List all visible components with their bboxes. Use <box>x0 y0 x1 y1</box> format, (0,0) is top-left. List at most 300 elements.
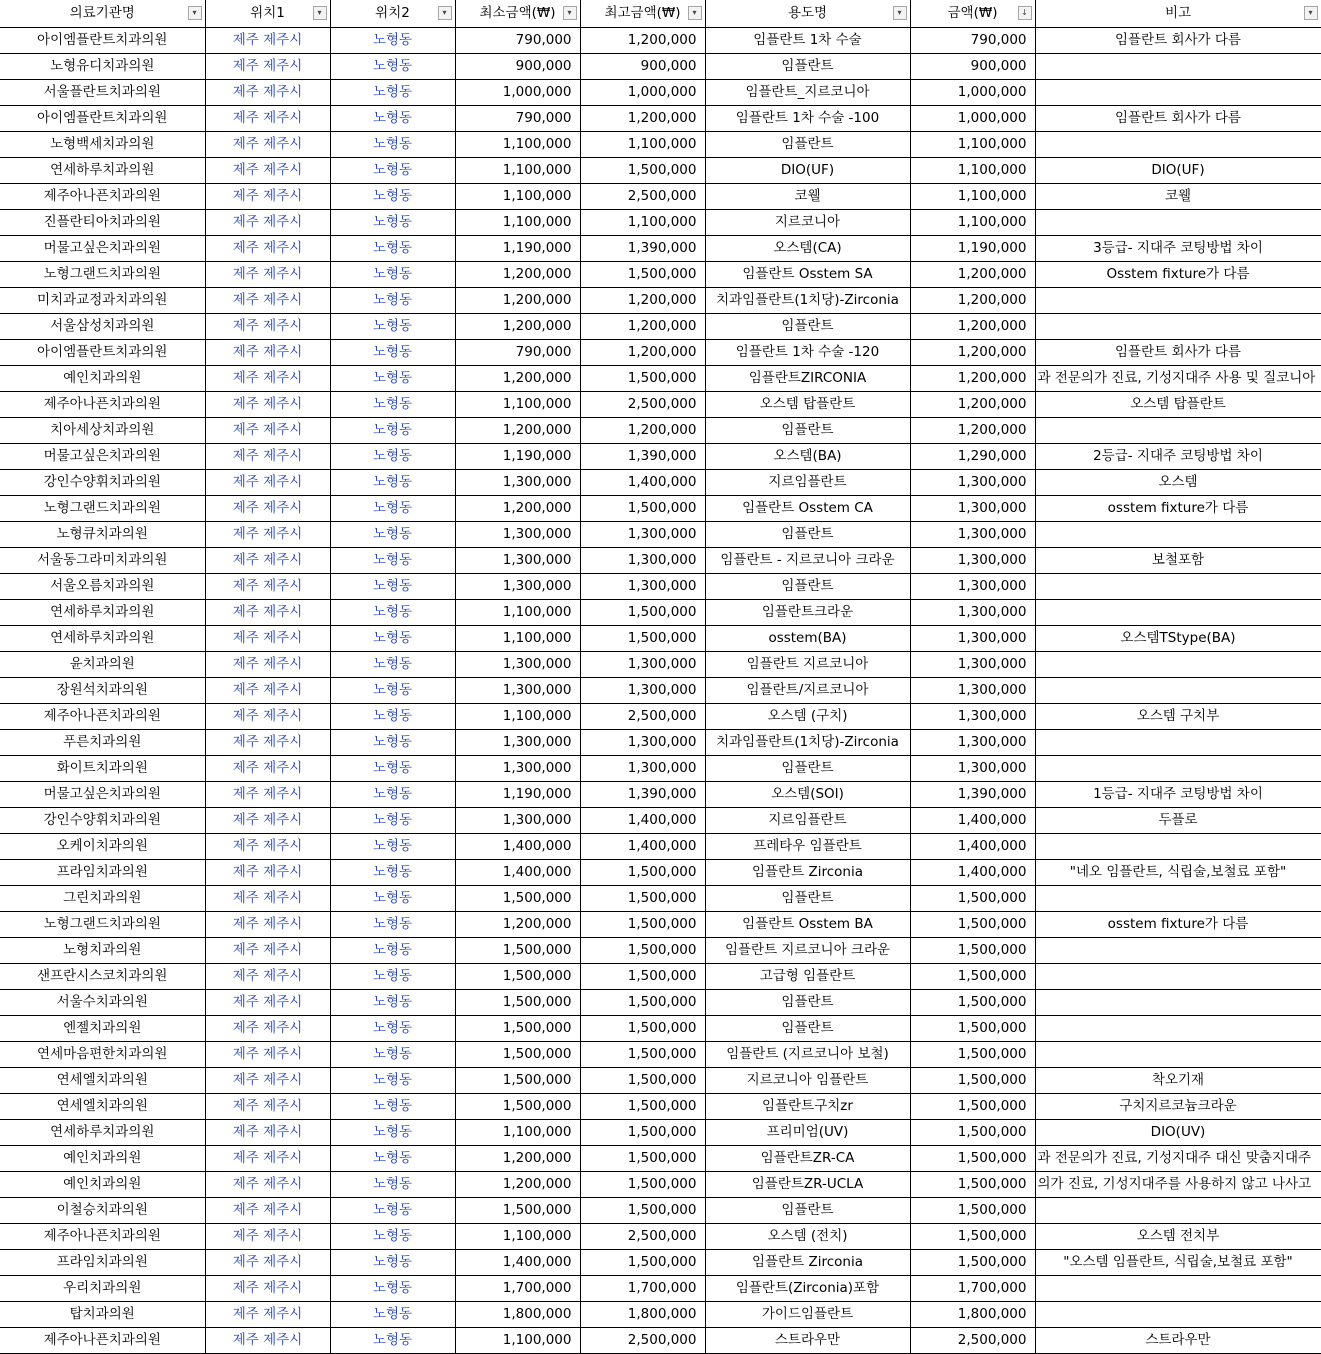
cell-usage[interactable]: 임플란트(Zirconia)포함 <box>705 1276 910 1302</box>
cell-usage[interactable]: 임플란트_지르코니아 <box>705 80 910 106</box>
cell-usage[interactable]: 임플란트 <box>705 756 910 782</box>
cell-min-price[interactable]: 1,500,000 <box>455 964 580 990</box>
cell-max-price[interactable]: 1,200,000 <box>580 106 705 132</box>
cell-min-price[interactable]: 1,190,000 <box>455 782 580 808</box>
cell-min-price[interactable]: 1,300,000 <box>455 808 580 834</box>
cell-price[interactable]: 900,000 <box>910 54 1035 80</box>
cell-min-price[interactable]: 1,500,000 <box>455 886 580 912</box>
cell-institution[interactable]: 노형큐치과의원 <box>0 522 205 548</box>
cell-location2[interactable]: 노형동 <box>330 158 455 184</box>
cell-price[interactable]: 1,500,000 <box>910 1172 1035 1198</box>
cell-max-price[interactable]: 1,100,000 <box>580 132 705 158</box>
cell-max-price[interactable]: 1,500,000 <box>580 964 705 990</box>
cell-location2[interactable]: 노형동 <box>330 1172 455 1198</box>
cell-price[interactable]: 1,200,000 <box>910 262 1035 288</box>
cell-location2[interactable]: 노형동 <box>330 600 455 626</box>
cell-min-price[interactable]: 1,200,000 <box>455 1172 580 1198</box>
cell-max-price[interactable]: 1,500,000 <box>580 912 705 938</box>
cell-max-price[interactable]: 1,500,000 <box>580 990 705 1016</box>
cell-min-price[interactable]: 1,200,000 <box>455 418 580 444</box>
cell-location1[interactable]: 제주 제주시 <box>205 288 330 314</box>
cell-institution[interactable]: 노형그랜드치과의원 <box>0 262 205 288</box>
cell-max-price[interactable]: 2,500,000 <box>580 1224 705 1250</box>
cell-usage[interactable]: 지르코니아 임플란트 <box>705 1068 910 1094</box>
cell-usage[interactable]: 임플란트ZR-UCLA <box>705 1172 910 1198</box>
cell-location1[interactable]: 제주 제주시 <box>205 1250 330 1276</box>
cell-max-price[interactable]: 1,300,000 <box>580 678 705 704</box>
cell-usage[interactable]: 오스템 탑플란트 <box>705 392 910 418</box>
cell-min-price[interactable]: 1,300,000 <box>455 678 580 704</box>
cell-min-price[interactable]: 1,300,000 <box>455 522 580 548</box>
cell-note[interactable] <box>1035 288 1321 314</box>
cell-location1[interactable]: 제주 제주시 <box>205 938 330 964</box>
cell-max-price[interactable]: 1,800,000 <box>580 1302 705 1328</box>
cell-location2[interactable]: 노형동 <box>330 366 455 392</box>
cell-price[interactable]: 1,200,000 <box>910 288 1035 314</box>
cell-location1[interactable]: 제주 제주시 <box>205 1094 330 1120</box>
cell-location2[interactable]: 노형동 <box>330 730 455 756</box>
cell-institution[interactable]: 아이엠플란트치과의원 <box>0 28 205 54</box>
cell-usage[interactable]: 고급형 임플란트 <box>705 964 910 990</box>
cell-max-price[interactable]: 1,500,000 <box>580 938 705 964</box>
cell-location1[interactable]: 제주 제주시 <box>205 1172 330 1198</box>
cell-location2[interactable]: 노형동 <box>330 1120 455 1146</box>
cell-min-price[interactable]: 1,300,000 <box>455 756 580 782</box>
cell-location1[interactable]: 제주 제주시 <box>205 132 330 158</box>
cell-price[interactable]: 1,500,000 <box>910 912 1035 938</box>
cell-institution[interactable]: 예인치과의원 <box>0 1146 205 1172</box>
cell-max-price[interactable]: 1,000,000 <box>580 80 705 106</box>
cell-usage[interactable]: 임플란트 Osstem BA <box>705 912 910 938</box>
cell-location1[interactable]: 제주 제주시 <box>205 704 330 730</box>
cell-location1[interactable]: 제주 제주시 <box>205 1302 330 1328</box>
cell-max-price[interactable]: 1,500,000 <box>580 496 705 522</box>
cell-note[interactable]: DIO(UV) <box>1035 1120 1321 1146</box>
cell-location1[interactable]: 제주 제주시 <box>205 1146 330 1172</box>
cell-min-price[interactable]: 1,300,000 <box>455 548 580 574</box>
cell-max-price[interactable]: 1,200,000 <box>580 314 705 340</box>
cell-note[interactable]: Osstem fixture가 다름 <box>1035 262 1321 288</box>
cell-institution[interactable]: 서울오름치과의원 <box>0 574 205 600</box>
cell-price[interactable]: 1,400,000 <box>910 834 1035 860</box>
cell-usage[interactable]: 스트라우만 <box>705 1328 910 1354</box>
cell-price[interactable]: 1,300,000 <box>910 652 1035 678</box>
cell-usage[interactable]: 임플란트 - 지르코니아 크라운 <box>705 548 910 574</box>
cell-price[interactable]: 1,500,000 <box>910 886 1035 912</box>
cell-institution[interactable]: 연세하루치과의원 <box>0 158 205 184</box>
cell-institution[interactable]: 서울동그라미치과의원 <box>0 548 205 574</box>
cell-max-price[interactable]: 1,500,000 <box>580 1120 705 1146</box>
cell-max-price[interactable]: 1,300,000 <box>580 574 705 600</box>
cell-institution[interactable]: 노형그랜드치과의원 <box>0 912 205 938</box>
cell-usage[interactable]: 치과임플란트(1치당)-Zirconia <box>705 730 910 756</box>
cell-location2[interactable]: 노형동 <box>330 990 455 1016</box>
cell-min-price[interactable]: 1,500,000 <box>455 938 580 964</box>
cell-institution[interactable]: 연세마음편한치과의원 <box>0 1042 205 1068</box>
cell-min-price[interactable]: 1,500,000 <box>455 1094 580 1120</box>
cell-max-price[interactable]: 1,500,000 <box>580 1250 705 1276</box>
cell-location1[interactable]: 제주 제주시 <box>205 106 330 132</box>
cell-max-price[interactable]: 1,390,000 <box>580 236 705 262</box>
cell-location1[interactable]: 제주 제주시 <box>205 210 330 236</box>
cell-usage[interactable]: 치과임플란트(1치당)-Zirconia <box>705 288 910 314</box>
cell-min-price[interactable]: 1,500,000 <box>455 1198 580 1224</box>
filter-dropdown-icon[interactable]: ▾ <box>188 6 202 20</box>
cell-price[interactable]: 1,200,000 <box>910 314 1035 340</box>
cell-min-price[interactable]: 1,200,000 <box>455 262 580 288</box>
cell-max-price[interactable]: 1,500,000 <box>580 366 705 392</box>
cell-price[interactable]: 1,200,000 <box>910 392 1035 418</box>
cell-max-price[interactable]: 1,700,000 <box>580 1276 705 1302</box>
cell-price[interactable]: 1,000,000 <box>910 80 1035 106</box>
cell-price[interactable]: 1,290,000 <box>910 444 1035 470</box>
cell-note[interactable] <box>1035 574 1321 600</box>
cell-location2[interactable]: 노형동 <box>330 262 455 288</box>
cell-institution[interactable]: 연세하루치과의원 <box>0 1120 205 1146</box>
cell-usage[interactable]: 지르임플란트 <box>705 808 910 834</box>
cell-location2[interactable]: 노형동 <box>330 808 455 834</box>
cell-usage[interactable]: 프레타우 임플란트 <box>705 834 910 860</box>
cell-note[interactable]: 보철포함 <box>1035 548 1321 574</box>
cell-usage[interactable]: osstem(BA) <box>705 626 910 652</box>
cell-max-price[interactable]: 1,500,000 <box>580 262 705 288</box>
cell-min-price[interactable]: 1,700,000 <box>455 1276 580 1302</box>
cell-note[interactable]: osstem fixture가 다름 <box>1035 912 1321 938</box>
cell-usage[interactable]: 임플란트 <box>705 886 910 912</box>
cell-location2[interactable]: 노형동 <box>330 834 455 860</box>
cell-location2[interactable]: 노형동 <box>330 522 455 548</box>
cell-price[interactable]: 1,300,000 <box>910 548 1035 574</box>
cell-note[interactable]: 두플로 <box>1035 808 1321 834</box>
cell-institution[interactable]: 서울삼성치과의원 <box>0 314 205 340</box>
cell-max-price[interactable]: 2,500,000 <box>580 392 705 418</box>
cell-location2[interactable]: 노형동 <box>330 1276 455 1302</box>
cell-price[interactable]: 1,300,000 <box>910 496 1035 522</box>
cell-min-price[interactable]: 1,500,000 <box>455 1042 580 1068</box>
cell-min-price[interactable]: 1,100,000 <box>455 210 580 236</box>
cell-location1[interactable]: 제주 제주시 <box>205 1224 330 1250</box>
cell-usage[interactable]: 오스템 (전치) <box>705 1224 910 1250</box>
cell-location1[interactable]: 제주 제주시 <box>205 860 330 886</box>
cell-location2[interactable]: 노형동 <box>330 704 455 730</box>
cell-institution[interactable]: 예인치과의원 <box>0 1172 205 1198</box>
cell-location1[interactable]: 제주 제주시 <box>205 1068 330 1094</box>
cell-max-price[interactable]: 1,200,000 <box>580 28 705 54</box>
cell-note[interactable] <box>1035 54 1321 80</box>
cell-max-price[interactable]: 1,400,000 <box>580 808 705 834</box>
cell-location2[interactable]: 노형동 <box>330 938 455 964</box>
cell-price[interactable]: 1,300,000 <box>910 678 1035 704</box>
cell-note[interactable] <box>1035 756 1321 782</box>
cell-location2[interactable]: 노형동 <box>330 314 455 340</box>
cell-min-price[interactable]: 790,000 <box>455 28 580 54</box>
cell-min-price[interactable]: 1,000,000 <box>455 80 580 106</box>
cell-institution[interactable]: 제주아나픈치과의원 <box>0 392 205 418</box>
cell-usage[interactable]: 임플란트 Zirconia <box>705 860 910 886</box>
cell-institution[interactable]: 서울플란트치과의원 <box>0 80 205 106</box>
cell-price[interactable]: 1,500,000 <box>910 1094 1035 1120</box>
filter-dropdown-icon[interactable]: ▾ <box>563 6 577 20</box>
cell-institution[interactable]: 연세하루치과의원 <box>0 600 205 626</box>
cell-min-price[interactable]: 1,200,000 <box>455 496 580 522</box>
filter-dropdown-icon[interactable]: ▾ <box>893 6 907 20</box>
cell-institution[interactable]: 그린치과의원 <box>0 886 205 912</box>
cell-usage[interactable]: 오스템(SOI) <box>705 782 910 808</box>
cell-location1[interactable]: 제주 제주시 <box>205 574 330 600</box>
cell-min-price[interactable]: 1,200,000 <box>455 314 580 340</box>
cell-max-price[interactable]: 1,390,000 <box>580 444 705 470</box>
cell-price[interactable]: 1,500,000 <box>910 1146 1035 1172</box>
cell-min-price[interactable]: 790,000 <box>455 106 580 132</box>
cell-max-price[interactable]: 1,500,000 <box>580 1146 705 1172</box>
cell-usage[interactable]: 임플란트 <box>705 54 910 80</box>
cell-usage[interactable]: 임플란트 1차 수술 -100 <box>705 106 910 132</box>
cell-note[interactable] <box>1035 1016 1321 1042</box>
cell-note[interactable]: "네오 임플란트, 식립술,보철료 포함" <box>1035 860 1321 886</box>
cell-usage[interactable]: 임플란트ZIRCONIA <box>705 366 910 392</box>
cell-usage[interactable]: 오스템(CA) <box>705 236 910 262</box>
cell-note[interactable]: 2등급- 지대주 코팅방법 차이 <box>1035 444 1321 470</box>
cell-max-price[interactable]: 2,500,000 <box>580 704 705 730</box>
cell-price[interactable]: 1,200,000 <box>910 418 1035 444</box>
cell-location1[interactable]: 제주 제주시 <box>205 1276 330 1302</box>
cell-note[interactable] <box>1035 1302 1321 1328</box>
cell-location1[interactable]: 제주 제주시 <box>205 1198 330 1224</box>
cell-location2[interactable]: 노형동 <box>330 860 455 886</box>
cell-institution[interactable]: 푸른치과의원 <box>0 730 205 756</box>
cell-location1[interactable]: 제주 제주시 <box>205 600 330 626</box>
cell-institution[interactable]: 우리치과의원 <box>0 1276 205 1302</box>
cell-note[interactable] <box>1035 210 1321 236</box>
cell-institution[interactable]: 아이엠플란트치과의원 <box>0 340 205 366</box>
cell-location2[interactable]: 노형동 <box>330 782 455 808</box>
cell-institution[interactable]: 윤치과의원 <box>0 652 205 678</box>
cell-price[interactable]: 1,500,000 <box>910 1198 1035 1224</box>
cell-institution[interactable]: 미치과교정과치과의원 <box>0 288 205 314</box>
cell-location1[interactable]: 제주 제주시 <box>205 1120 330 1146</box>
cell-price[interactable]: 1,500,000 <box>910 1068 1035 1094</box>
cell-min-price[interactable]: 1,300,000 <box>455 470 580 496</box>
cell-price[interactable]: 1,300,000 <box>910 756 1035 782</box>
cell-usage[interactable]: 임플란트 지르코니아 크라운 <box>705 938 910 964</box>
cell-usage[interactable]: 임플란트ZR-CA <box>705 1146 910 1172</box>
cell-location2[interactable]: 노형동 <box>330 912 455 938</box>
cell-location1[interactable]: 제주 제주시 <box>205 28 330 54</box>
cell-note[interactable]: 스트라우만 <box>1035 1328 1321 1354</box>
cell-min-price[interactable]: 1,100,000 <box>455 392 580 418</box>
cell-min-price[interactable]: 1,800,000 <box>455 1302 580 1328</box>
cell-location2[interactable]: 노형동 <box>330 1094 455 1120</box>
cell-location2[interactable]: 노형동 <box>330 1328 455 1354</box>
cell-location2[interactable]: 노형동 <box>330 1302 455 1328</box>
cell-price[interactable]: 2,500,000 <box>910 1328 1035 1354</box>
cell-price[interactable]: 1,300,000 <box>910 522 1035 548</box>
cell-institution[interactable]: 노형유디치과의원 <box>0 54 205 80</box>
cell-location1[interactable]: 제주 제주시 <box>205 964 330 990</box>
cell-location1[interactable]: 제주 제주시 <box>205 262 330 288</box>
cell-location1[interactable]: 제주 제주시 <box>205 444 330 470</box>
cell-location2[interactable]: 노형동 <box>330 184 455 210</box>
cell-note[interactable]: 오스템 <box>1035 470 1321 496</box>
cell-max-price[interactable]: 1,500,000 <box>580 158 705 184</box>
cell-location1[interactable]: 제주 제주시 <box>205 990 330 1016</box>
cell-note[interactable] <box>1035 418 1321 444</box>
cell-max-price[interactable]: 1,500,000 <box>580 1016 705 1042</box>
cell-max-price[interactable]: 1,500,000 <box>580 1172 705 1198</box>
cell-note[interactable]: 과 전문의가 진료, 기성지대주 대신 맞춤지대주 <box>1035 1146 1321 1172</box>
cell-max-price[interactable]: 1,200,000 <box>580 340 705 366</box>
cell-usage[interactable]: 임플란트 <box>705 1016 910 1042</box>
filter-dropdown-icon[interactable]: ▾ <box>688 6 702 20</box>
cell-institution[interactable]: 노형치과의원 <box>0 938 205 964</box>
cell-institution[interactable]: 화이트치과의원 <box>0 756 205 782</box>
cell-max-price[interactable]: 1,390,000 <box>580 782 705 808</box>
cell-max-price[interactable]: 1,200,000 <box>580 418 705 444</box>
cell-max-price[interactable]: 2,500,000 <box>580 184 705 210</box>
cell-usage[interactable]: 임플란트 <box>705 522 910 548</box>
cell-location2[interactable]: 노형동 <box>330 444 455 470</box>
cell-location1[interactable]: 제주 제주시 <box>205 730 330 756</box>
cell-note[interactable]: "오스템 임플란트, 식립술,보철료 포함" <box>1035 1250 1321 1276</box>
filter-dropdown-icon[interactable]: ▾ <box>438 6 452 20</box>
cell-location2[interactable]: 노형동 <box>330 132 455 158</box>
cell-note[interactable] <box>1035 522 1321 548</box>
cell-note[interactable]: 3등급- 지대주 코팅방법 차이 <box>1035 236 1321 262</box>
cell-location1[interactable]: 제주 제주시 <box>205 886 330 912</box>
cell-usage[interactable]: 오스템 (구치) <box>705 704 910 730</box>
cell-location2[interactable]: 노형동 <box>330 964 455 990</box>
cell-note[interactable] <box>1035 990 1321 1016</box>
cell-max-price[interactable]: 1,300,000 <box>580 652 705 678</box>
cell-min-price[interactable]: 1,200,000 <box>455 366 580 392</box>
cell-note[interactable]: 오스템 구치부 <box>1035 704 1321 730</box>
cell-institution[interactable]: 프라임치과의원 <box>0 1250 205 1276</box>
cell-note[interactable] <box>1035 80 1321 106</box>
cell-location1[interactable]: 제주 제주시 <box>205 782 330 808</box>
cell-location1[interactable]: 제주 제주시 <box>205 1042 330 1068</box>
cell-max-price[interactable]: 1,500,000 <box>580 1198 705 1224</box>
cell-price[interactable]: 1,500,000 <box>910 990 1035 1016</box>
cell-min-price[interactable]: 1,100,000 <box>455 1328 580 1354</box>
cell-location2[interactable]: 노형동 <box>330 548 455 574</box>
cell-usage[interactable]: DIO(UF) <box>705 158 910 184</box>
cell-usage[interactable]: 임플란트 1차 수술 <box>705 28 910 54</box>
cell-location1[interactable]: 제주 제주시 <box>205 678 330 704</box>
cell-institution[interactable]: 연세하루치과의원 <box>0 626 205 652</box>
cell-max-price[interactable]: 1,500,000 <box>580 1068 705 1094</box>
cell-location1[interactable]: 제주 제주시 <box>205 1016 330 1042</box>
cell-max-price[interactable]: 2,500,000 <box>580 1328 705 1354</box>
cell-usage[interactable]: 임플란트 지르코니아 <box>705 652 910 678</box>
cell-price[interactable]: 1,100,000 <box>910 132 1035 158</box>
cell-price[interactable]: 1,300,000 <box>910 470 1035 496</box>
cell-note[interactable] <box>1035 314 1321 340</box>
cell-usage[interactable]: 지르코니아 <box>705 210 910 236</box>
cell-location1[interactable]: 제주 제주시 <box>205 158 330 184</box>
cell-price[interactable]: 1,700,000 <box>910 1276 1035 1302</box>
cell-price[interactable]: 1,500,000 <box>910 1224 1035 1250</box>
cell-max-price[interactable]: 1,200,000 <box>580 288 705 314</box>
cell-location1[interactable]: 제주 제주시 <box>205 54 330 80</box>
cell-location1[interactable]: 제주 제주시 <box>205 548 330 574</box>
cell-location1[interactable]: 제주 제주시 <box>205 418 330 444</box>
cell-min-price[interactable]: 1,300,000 <box>455 730 580 756</box>
cell-location2[interactable]: 노형동 <box>330 626 455 652</box>
cell-price[interactable]: 1,300,000 <box>910 704 1035 730</box>
cell-max-price[interactable]: 900,000 <box>580 54 705 80</box>
cell-institution[interactable]: 머물고싶은치과의원 <box>0 782 205 808</box>
sort-filter-icon[interactable]: ↓ <box>1018 6 1032 20</box>
cell-location2[interactable]: 노형동 <box>330 288 455 314</box>
cell-price[interactable]: 1,100,000 <box>910 184 1035 210</box>
cell-note[interactable] <box>1035 938 1321 964</box>
cell-max-price[interactable]: 1,500,000 <box>580 886 705 912</box>
cell-location1[interactable]: 제주 제주시 <box>205 80 330 106</box>
cell-institution[interactable]: 치아세상치과의원 <box>0 418 205 444</box>
cell-location1[interactable]: 제주 제주시 <box>205 340 330 366</box>
cell-min-price[interactable]: 1,500,000 <box>455 1016 580 1042</box>
cell-location2[interactable]: 노형동 <box>330 574 455 600</box>
cell-note[interactable]: DIO(UF) <box>1035 158 1321 184</box>
cell-usage[interactable]: 임플란트 <box>705 132 910 158</box>
cell-location1[interactable]: 제주 제주시 <box>205 1328 330 1354</box>
cell-location1[interactable]: 제주 제주시 <box>205 626 330 652</box>
cell-note[interactable]: 임플란트 회사가 다름 <box>1035 340 1321 366</box>
cell-price[interactable]: 1,390,000 <box>910 782 1035 808</box>
cell-note[interactable]: osstem fixture가 다름 <box>1035 496 1321 522</box>
cell-min-price[interactable]: 1,100,000 <box>455 600 580 626</box>
cell-location2[interactable]: 노형동 <box>330 1068 455 1094</box>
cell-location1[interactable]: 제주 제주시 <box>205 808 330 834</box>
cell-max-price[interactable]: 1,500,000 <box>580 1042 705 1068</box>
cell-usage[interactable]: 지르임플란트 <box>705 470 910 496</box>
cell-max-price[interactable]: 1,400,000 <box>580 834 705 860</box>
cell-min-price[interactable]: 1,100,000 <box>455 184 580 210</box>
cell-location2[interactable]: 노형동 <box>330 28 455 54</box>
cell-max-price[interactable]: 1,500,000 <box>580 860 705 886</box>
filter-dropdown-icon[interactable]: ▾ <box>1304 6 1318 20</box>
cell-max-price[interactable]: 1,500,000 <box>580 1094 705 1120</box>
cell-price[interactable]: 1,500,000 <box>910 938 1035 964</box>
cell-institution[interactable]: 엔젤치과의원 <box>0 1016 205 1042</box>
cell-min-price[interactable]: 1,100,000 <box>455 1224 580 1250</box>
cell-institution[interactable]: 샌프란시스코치과의원 <box>0 964 205 990</box>
cell-usage[interactable]: 임플란트/지르코니아 <box>705 678 910 704</box>
cell-institution[interactable]: 서울수치과의원 <box>0 990 205 1016</box>
cell-min-price[interactable]: 1,400,000 <box>455 1250 580 1276</box>
cell-institution[interactable]: 노형백세치과의원 <box>0 132 205 158</box>
cell-location1[interactable]: 제주 제주시 <box>205 522 330 548</box>
cell-location1[interactable]: 제주 제주시 <box>205 366 330 392</box>
cell-min-price[interactable]: 1,100,000 <box>455 158 580 184</box>
cell-min-price[interactable]: 1,300,000 <box>455 574 580 600</box>
cell-usage[interactable]: 임플란트 <box>705 314 910 340</box>
cell-usage[interactable]: 임플란트 <box>705 1198 910 1224</box>
cell-institution[interactable]: 아이엠플란트치과의원 <box>0 106 205 132</box>
cell-price[interactable]: 1,300,000 <box>910 626 1035 652</box>
cell-usage[interactable]: 임플란트 Zirconia <box>705 1250 910 1276</box>
cell-usage[interactable]: 가이드임플란트 <box>705 1302 910 1328</box>
cell-institution[interactable]: 프라임치과의원 <box>0 860 205 886</box>
cell-institution[interactable]: 제주아나픈치과의원 <box>0 1224 205 1250</box>
cell-institution[interactable]: 연세엘치과의원 <box>0 1068 205 1094</box>
cell-price[interactable]: 1,200,000 <box>910 340 1035 366</box>
cell-max-price[interactable]: 1,300,000 <box>580 756 705 782</box>
cell-max-price[interactable]: 1,300,000 <box>580 548 705 574</box>
cell-location2[interactable]: 노형동 <box>330 1198 455 1224</box>
cell-note[interactable] <box>1035 600 1321 626</box>
cell-max-price[interactable]: 1,300,000 <box>580 522 705 548</box>
